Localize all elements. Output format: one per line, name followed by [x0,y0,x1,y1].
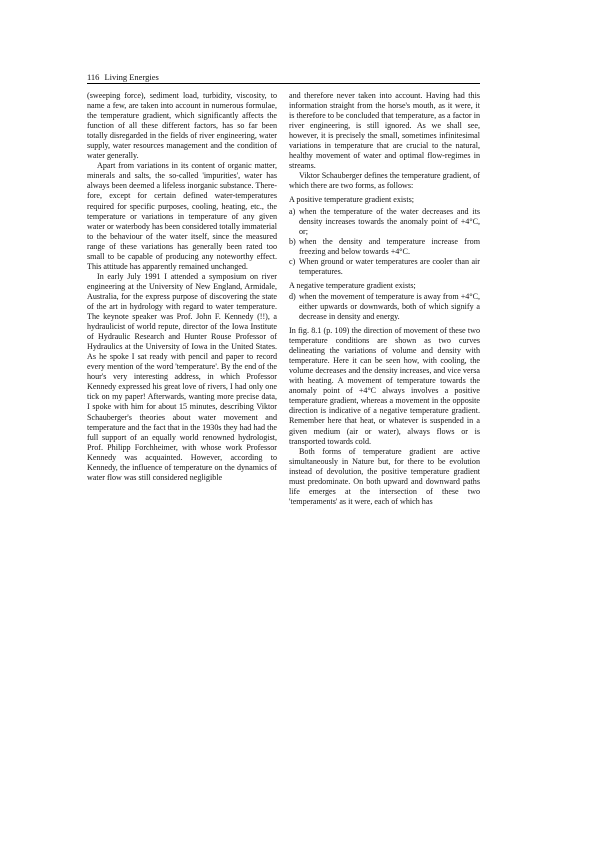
list-item-text: when the temperature of the water decreases and its density increases towards the anomaly point of +4°C, or; [299,206,480,236]
paragraph: In early July 1991 I attended a symposium on river engineering at the University of New England, Armidale, Australia, for the express purpose of discovering the state of the art in hydrology with regard to water temperature. The keynote speaker was Prof. John F. Kennedy (!!), a hydraulicist of world repute, director of the Iowa Institute of Hydraulic Research and Hunter Rouse Professor of Hydraulics at the University of Iowa in the United States. As he spoke I sat ready with pencil and paper to record every mention of the word 'temperature'. By the end of the hour's very interesting address, in which Professor Kennedy expressed his great love of rivers, I had only one tick on my paper! Afterwards, wanting more precise data, I spoke with him for about 15 minutes, describing Viktor Schauberger's theories about water movement and temperature and the fact that in the 1930s they had had the full support of an equally world renowned hydrologist, Prof. Philipp Forchheimer, with whose work Professor Kennedy was acquainted. However, according to Kennedy, the influence of temperature on the dynamics of water flow was still considered negligible [87,271,277,482]
list-item [289,207,480,237]
right-column [289,91,480,507]
positive-gradient-intro: A positive temperature gradient exists; [289,195,414,205]
list-item [289,292,480,322]
list-marker: a) [289,206,296,216]
paragraph: Both forms of temperature gradient are active simultaneously in Nature but, for there to be evolution instead of devolution, the positive temperature gradient must predominate. On both upward and downward paths life emerges at the intersection of these two 'temperaments' as it were, each of which has [289,446,480,506]
list-item-text: when the movement of temperature is away from +4°C, either upwards or downwards, both of which signify a decrease in density and energy. [299,291,480,321]
list-marker: c) [289,256,296,266]
running-title: Living Energies [104,72,159,82]
left-column [87,91,277,483]
positive-gradient-list [289,207,480,277]
page-number: 116 [87,72,100,82]
list-item-text: When ground or water temperatures are cooler than air temperatures. [299,256,480,276]
list-item [289,237,480,257]
negative-gradient-intro: A negative temperature gradient exists; [289,280,416,290]
paragraph: and therefore never taken into account. Having had this information straight from the horse's mouth, as it were, it is therefore to be concluded that temperature, as a factor in river engineering, is still ignored. As we shall see, however, it is precisely the small, sometimes infinitesimal variations in temperature that are crucial to the natural, healthy movement of water and optimal flow-regimes in streams. [289,91,480,171]
paragraph: Apart from variations in its content of organic matter, minerals and salts, the so-called 'impurities', water has always been deemed a lifeless inorganic substance. Therefore, except for certain defined water-temperatures required for specific purposes, cooling, heating, etc., the temperature or variations in temperature of any given water or waterbody has been considered totally immaterial to the behaviour of the water itself, since the measured range of these variations has generally been rated too small to be capable of producing any noteworthy effect. This attitude has apparently remained unchanged. [87,161,277,271]
list-item [289,257,480,277]
list-item-text: when the density and temperature increase from freezing and below towards +4°C. [299,236,480,256]
paragraph: In fig. 8.1 (p. 109) the direction of movement of these two temperature conditions are shown as two curves delineating the variations of volume and density with temperature. Here it can be seen how, with cooling, the volume decreases and the density increases, and vice versa with heating. A movement of temperature towards the anomaly point of +4°C always involves a positive temperature gradient, whereas a movement in the opposite direction is indicative of a negative temperature gradient. Remember here that heat, or whatever is suspended in a given medium (air or water), always flows or is transported towards cold. [289,326,480,446]
list-marker: d) [289,291,296,301]
paragraph: (sweeping force), sediment load, turbidity, viscosity, to name a few, are taken into account in numerous formulae, the temperature gradient, which significantly affects the function of all these different factors, has so far been totally disregarded in the fields of river engineering, water supply, water resources management and the condition of water generally. [87,91,277,161]
running-header [87,72,480,84]
paragraph: Viktor Schauberger defines the temperature gradient, of which there are two forms, as follows: [289,171,480,191]
list-marker: b) [289,236,296,246]
negative-gradient-list [289,292,480,322]
